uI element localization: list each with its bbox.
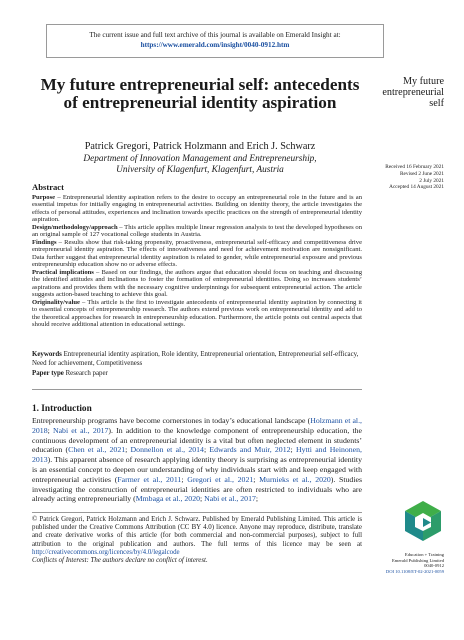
abstract-findings	[32, 239, 362, 269]
implications-text: – Based on our findings, the authors argue that education should focus on teaching and discussing the identified attitudes and inclinations to foster the formation of entrepreneurial identities. Doing so increases students’ aspirations and provides them with the necessary cognitive underpinnings for subsequent entrepreneurial action. The article suggests action-based teaching to achieve this goal.	[32, 268, 362, 298]
license-text	[32, 516, 362, 557]
authors: Patrick Gregori, Patrick Holzmann and Erich J. Schwarz	[84, 141, 316, 152]
conflict-text: Conflicts of Interest: The authors declare no conflict of interest.	[32, 557, 208, 565]
intro-text: Entrepreneurship programs have become cornerstones in today’s educational landscape (	[32, 416, 311, 425]
banner-url-link[interactable]: https://www.emerald.com/insight/0040-0912.htm	[140, 41, 290, 49]
design-text: – This article applies multiple linear regression analysis to test the developed hypotheses on an original sample of 127 vocational college students in Austria.	[32, 223, 362, 238]
originality-label: Originality/value	[32, 298, 80, 306]
footnote-divider	[32, 512, 362, 513]
license-body: © Patrick Gregori, Patrick Holzmann and Erich J. Schwarz. Published by Emerald Publishing Limited. This article is published under the Creative Commons Attribution (CC BY 4.0) licence. Anyone may reproduce, distribute, translate and create derivative works of this article (for both commercial and non-commercial purposes), subject to full attribution to the original publication and authors. The full terms of this licence may be seen at	[32, 516, 362, 548]
citation-link[interactable]: Gregori et al., 2021	[187, 474, 254, 484]
affiliation	[40, 154, 360, 175]
citation-link[interactable]: Hytti and Heinonen, 2013	[32, 445, 362, 465]
doi-link[interactable]: DOI 10.1108/ET-02-2021-0059	[385, 568, 444, 574]
citation-link[interactable]: Murnieks et al., 2020	[259, 474, 331, 484]
banner-text: The current issue and full text archive of this journal is available on Emerald Insight at:	[89, 31, 341, 39]
intro-text: ;	[200, 494, 205, 504]
issn: 0040-0912	[424, 563, 444, 569]
originality-text: – This article is the first to investigate antecedents of entrepreneurial identity aspiration by connecting it to essential concepts of entrepreneurship research. The authors extend previous work on entrepreneurial identity and add to the theoretical approaches for research in entrepreneurship education. Furthermore, the article points out central aspects that should receive additional attention in educational settings.	[32, 298, 362, 328]
intro-text: ;	[203, 445, 210, 455]
intro-text: ;	[255, 494, 259, 504]
intro-text: ;	[253, 474, 260, 484]
abstract	[32, 184, 362, 329]
findings-text: – Results show that risk-taking propensity, proactiveness, entrepreneurial self-efficacy and competitiveness drive entrepreneurial identity aspiration. The effects of innovativeness and need for achievement motivation are nonsignificant. Data further suggest that entrepreneurial identity aspiration is related to gender, while entrepreneurial exposure and previous entrepreneurship education show no or adverse effects.	[32, 238, 362, 268]
citation-link[interactable]: Nabi et al., 2017	[52, 425, 109, 435]
abstract-implications	[32, 269, 362, 299]
introduction-section	[32, 404, 362, 504]
paper-type-label: Paper type	[32, 370, 64, 377]
publisher: Emerald Publishing Limited	[391, 557, 444, 563]
date-revised: Revised 2 June 2021	[400, 170, 444, 177]
keywords-label: Keywords	[32, 351, 62, 358]
date-received: Received 16 February 2021	[385, 164, 444, 170]
intro-text: ;	[290, 445, 296, 455]
date-accepted: Accepted 14 August 2021	[389, 184, 444, 191]
purpose-label: Purpose	[32, 193, 56, 201]
abstract-originality	[32, 299, 362, 329]
citation-link[interactable]: Farmer et al., 2011	[117, 474, 182, 484]
running-title: My future entrepreneurial self	[382, 76, 444, 109]
citation-link[interactable]: Chen et al., 2021	[68, 445, 126, 455]
paper-type	[32, 370, 362, 379]
intro-text: ;	[125, 445, 131, 455]
emerald-logo-icon	[402, 500, 444, 542]
conflict-statement	[32, 557, 362, 565]
abstract-heading: Abstract	[32, 182, 64, 192]
access-banner	[46, 24, 384, 58]
intro-text: ;	[47, 425, 53, 435]
keywords-text: Entrepreneurial identity aspiration, Role identity, Entrepreneurial orientation, Entrepreneurial self-efficacy, Need for achievement, Competitiveness	[32, 351, 359, 367]
intro-text: ). In addition to the knowledge component of entrepreneurship education, the continuous development of an entrepreneurial identity is a vital but often neglected element in students’ education (	[32, 425, 362, 455]
intro-text: ). This apparent absence of research applying identity theory is surprising as entrepreneurial identity is an essential concept to deepen our understanding of why individuals start with and keep engaged with entrepreneurial activities (	[32, 455, 362, 484]
article-title: My future entrepreneurial self: antecedents of entrepreneurial identity aspiration	[40, 75, 360, 112]
section-heading: 1. Introduction	[32, 404, 92, 414]
license-link[interactable]: http://creativecommons.org/licences/by/4.0/legalcode	[32, 548, 180, 556]
affiliation-line1: Department of Innovation Management and Entrepreneurship,	[83, 154, 317, 164]
design-label: Design/methodology/approach	[32, 223, 118, 231]
abstract-design	[32, 224, 362, 239]
intro-paragraph	[32, 416, 362, 504]
divider	[32, 389, 362, 390]
intro-text: ). Studies investigating the construction of entrepreneurial identities are often restricted to individuals who are already acting entrepreneurially (	[32, 474, 362, 504]
citation-link[interactable]: Donnellon et al., 2014	[130, 445, 204, 455]
date-revised-2: 2 July 2021	[419, 177, 444, 184]
paper-type-text: Research paper	[63, 370, 108, 377]
citation-link[interactable]: Nabi et al., 2017	[204, 494, 256, 504]
citation-link[interactable]: Mmbaga et al., 2020	[135, 494, 200, 504]
intro-text: ;	[181, 474, 188, 484]
abstract-purpose	[32, 194, 362, 224]
citation-link[interactable]: Edwards and Muir, 2012	[209, 445, 291, 455]
affiliation-line2: University of Klagenfurt, Klagenfurt, Austria	[116, 164, 284, 175]
license-footnote	[32, 516, 362, 565]
journal-info	[360, 552, 444, 574]
findings-label: Findings	[32, 238, 57, 246]
purpose-text: – Entrepreneurial identity aspiration refers to the desire to occupy an entrepreneurial role in the future and is an essential impetus for initially engaging in entrepreneurial activities. Building on identity theory, the article investigates the effects of personal attitudes, experiences and inclination towards specific practices on the strength of entrepreneurial identity aspiration.	[32, 193, 362, 223]
journal-name: Education + Training	[404, 552, 444, 557]
implications-label: Practical implications	[32, 268, 94, 276]
keywords	[32, 351, 362, 368]
citation-link[interactable]: Holzmann et al., 2018	[32, 416, 363, 435]
